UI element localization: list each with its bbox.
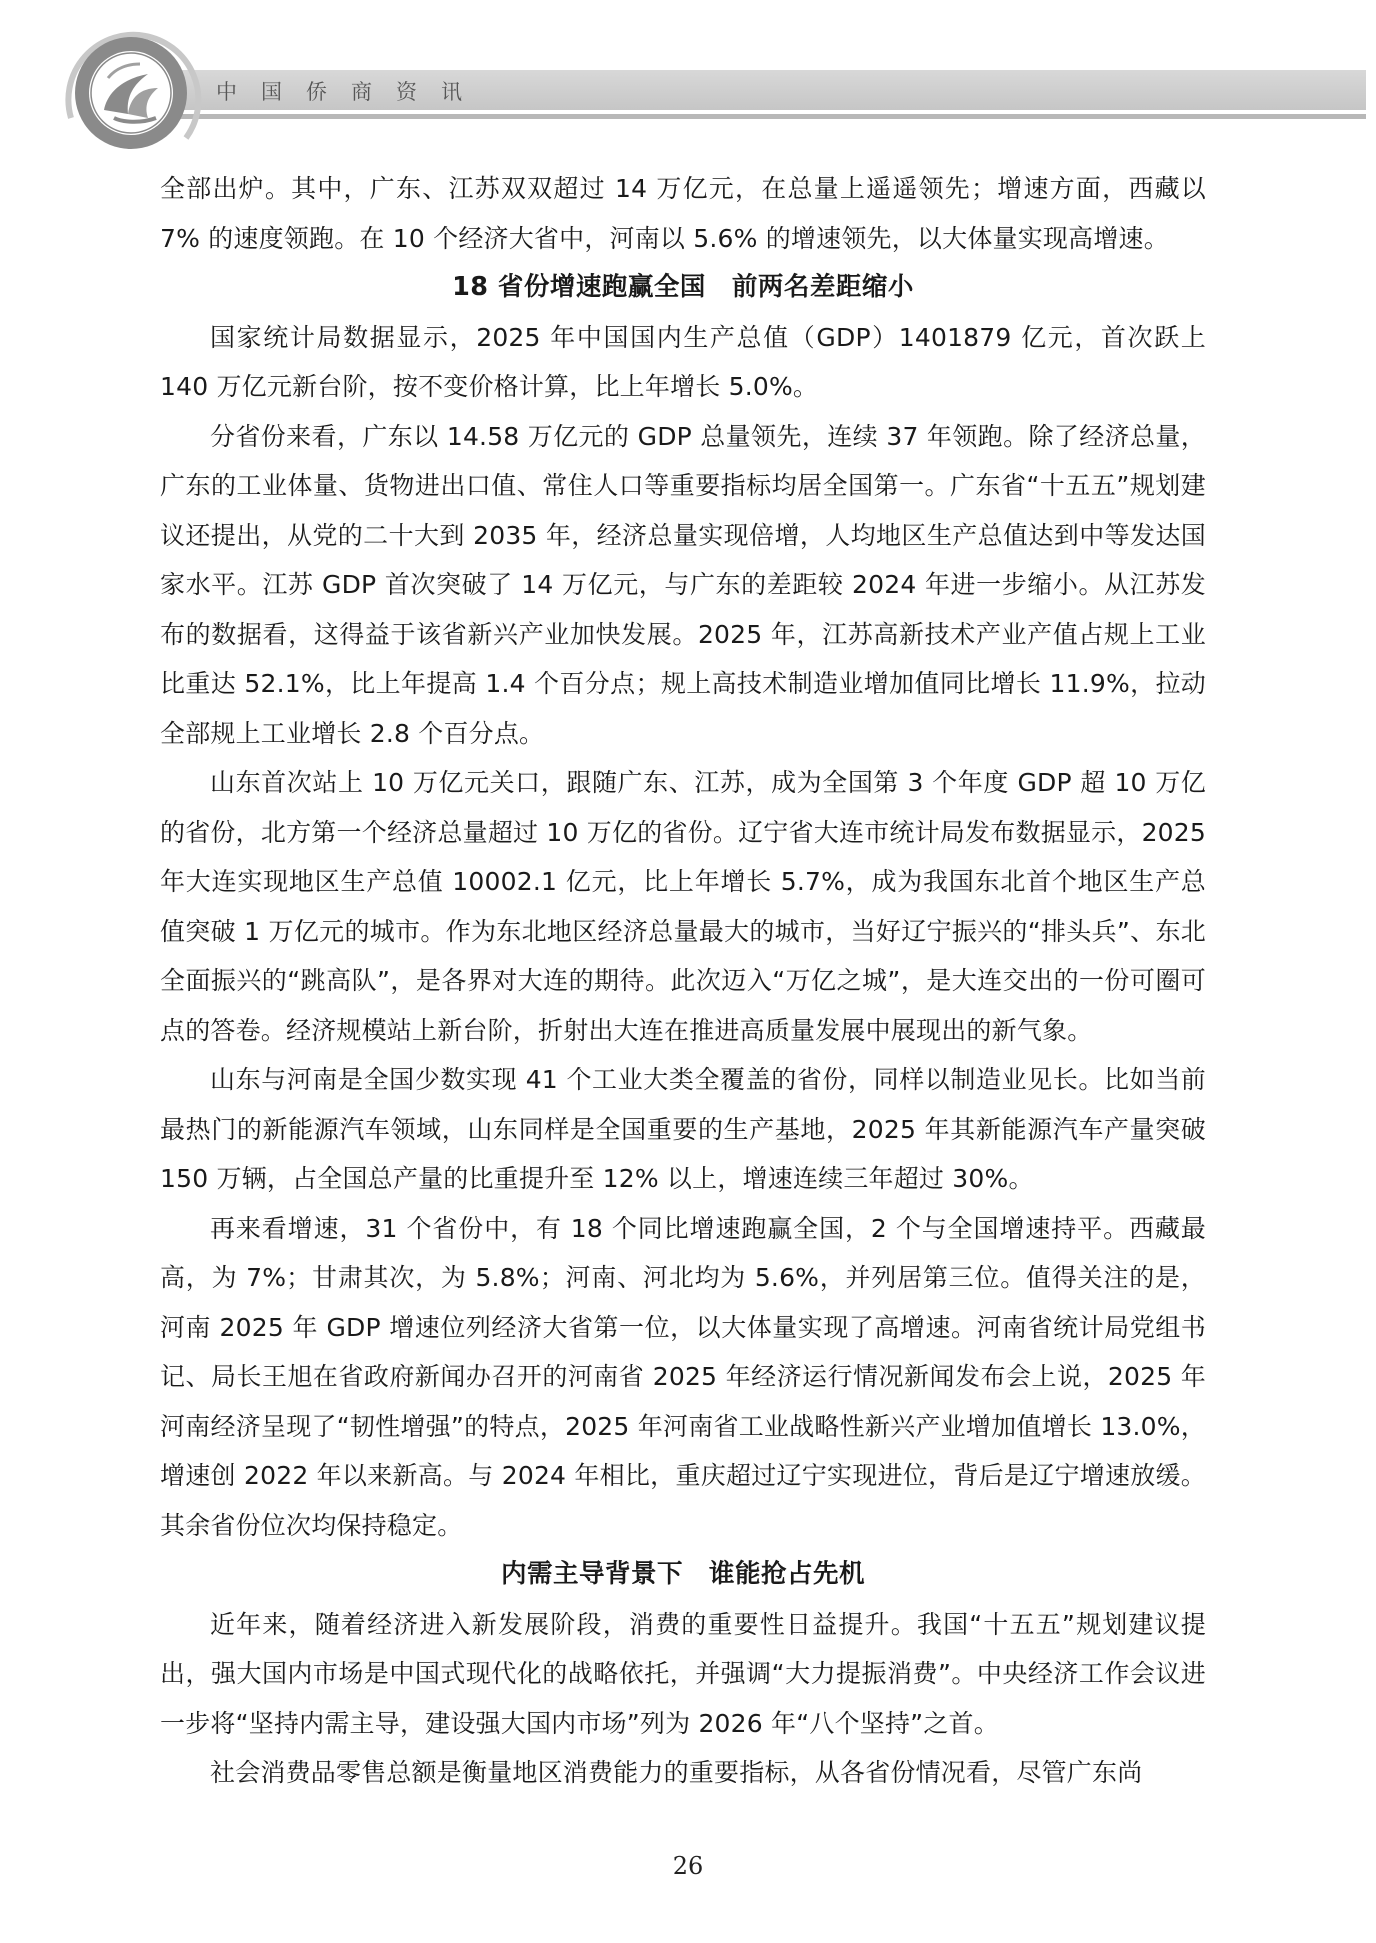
publication-title: 中国侨商资讯 [216, 80, 486, 104]
paragraph: 全部出炉。其中，广东、江苏双双超过 14 万亿元，在总量上遥遥领先；增速方面，西藏以 7% 的速度领跑。在 10 个经济大省中，河南以 5.6% 的增速领先，以大体量实现高增速。 [160, 174, 1206, 253]
federation-logo-icon [56, 18, 206, 168]
section-heading: 18 省份增速跑赢全国 前两名差距缩小 [452, 272, 914, 302]
paragraph: 近年来，随着经济进入新发展阶段，消费的重要性日益提升。我国“十五五”规划建议提出，强大国内市场是中国式现代化的战略依托，并强调“大力提振消费”。中央经济工作会议进一步将“坚持内需主导，建设强大国内市场”列为 2026 年“八个坚持”之首。 [160, 1609, 1206, 1738]
paragraph: 国家统计局数据显示，2025 年中国国内生产总值（GDP）1401879 亿元，首次跃上 140 万亿元新台阶，按不变价格计算，比上年增长 5.0%。 [160, 322, 1206, 401]
paragraph: 社会消费品零售总额是衡量地区消费能力的重要指标，从各省份情况看，尽管广东尚 [210, 1758, 1143, 1787]
paragraph: 再来看增速，31 个省份中，有 18 个同比增速跑赢全国，2 个与全国增速持平。西藏最高，为 7%；甘肃其次，为 5.8%；河南、河北均为 5.6%，并列居第三位。值得关注的是，河南 2025 年 GDP 增速位列经济大省第一位，以大体量实现了高增速。河南省统计局党组书记、局长王旭在省政府新闻办召开的河南省 2025 年经济运行情况新闻发布会上说，2025 年河南经济呈现了“韧性增强”的特点，2025 年河南省工业战略性新兴产业增加值增长 13.0%，增速创 2022 年以来新高。与 2024 年相比，重庆超过辽宁实现进位，背后是辽宁增速放缓。其余省份位次均保持稳定。 [160, 1213, 1206, 1540]
article-body [160, 164, 1206, 1798]
section-heading: 内需主导背景下 谁能抢占先机 [500, 1559, 865, 1589]
paragraph: 分省份来看，广东以 14.58 万亿元的 GDP 总量领先，连续 37 年领跑。除了经济总量，广东的工业体量、货物进出口值、常住人口等重要指标均居全国第一。广东省“十五五”规划建议还提出，从党的二十大到 2035 年，经济总量实现倍增，人均地区生产总值达到中等发达国家水平。江苏 GDP 首次突破了 14 万亿元，与广东的差距较 2024 年进一步缩小。从江苏发布的数据看，这得益于该省新兴产业加快发展。2025 年，江苏高新技术产业产值占规上工业比重达 52.1%，比上年提高 1.4 个百分点；规上高技术制造业增加值同比增长 11.9%，拉动全部规上工业增长 2.8 个百分点。 [160, 421, 1206, 748]
header-rule [160, 114, 1366, 119]
header-band [160, 70, 1366, 110]
page-number: 26 [672, 1852, 704, 1880]
paragraph: 山东与河南是全国少数实现 41 个工业大类全覆盖的省份，同样以制造业见长。比如当前最热门的新能源汽车领域，山东同样是全国重要的生产基地，2025 年其新能源汽车产量突破 150 万辆，占全国总产量的比重提升至 12% 以上，增速连续三年超过 30%。 [160, 1065, 1206, 1193]
paragraph: 山东首次站上 10 万亿元关口，跟随广东、江苏，成为全国第 3 个年度 GDP 超 10 万亿的省份，北方第一个经济总量超过 10 万亿的省份。辽宁省大连市统计局发布数据显示，2025 年大连实现地区生产总值 10002.1 亿元，比上年增长 5.7%，成为我国东北首个地区生产总值突破 1 万亿元的城市。作为东北地区经济总量最大的城市，当好辽宁振兴的“排头兵”、东北全面振兴的“跳高队”，是各界对大连的期待。此次迈入“万亿之城”，是大连交出的一份可圈可点的答卷。经济规模站上新台阶，折射出大连在推进高质量发展中展现出的新气象。 [160, 768, 1206, 1045]
